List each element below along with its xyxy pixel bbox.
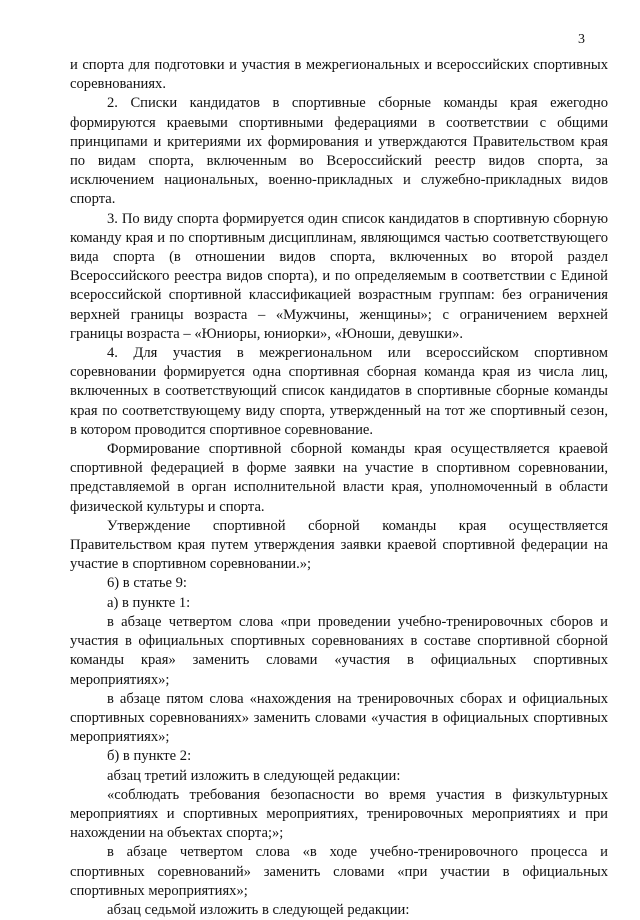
paragraph-abzac-3-heading: абзац третий изложить в следующей редакции: <box>107 767 401 784</box>
document-body <box>70 56 608 920</box>
paragraph-article-9: 6) в статье 9: <box>107 575 187 592</box>
page-number: 3 <box>578 32 585 47</box>
paragraph-continuation: и спорта для подготовки и участия в межрегиональных и всероссийских спортивных соревнованиях. <box>70 57 608 93</box>
paragraph-team-formation: Формирование спортивной сборной команды края осуществляется краевой спортивной федерацией в форме заявки на участие в спортивном соревновании, представляемой в орган исполнительной власти края, уполномоченный в области физической культуры и спорта. <box>70 441 608 515</box>
paragraph-abzac-4-clause-2: в абзаце четвертом слова «в ходе учебно-тренировочного процесса и спортивных соревнований» заменить словами «при участии в официальных спортивных мероприятиях»; <box>70 844 608 899</box>
paragraph-team-approval: Утверждение спортивной сборной команды края осуществляется Правительством края путем утверждения заявки краевой спортивной федерации на участие в спортивном соревновании.»; <box>70 517 608 573</box>
paragraph-item-3: 3. По виду спорта формируется один список кандидатов в спортивную сборную команду края и по спортивным дисциплинам, являющимся частью соответствующего вида спорта (в отношении видов спорта, включенных во второй раздел Всероссийского реестра видов спорта), и по определяемым в соответствии с Единой всероссийской спортивной классификацией возрастным группам: без ограничения верхней границы возраста – «Мужчины, женщины»; с ограничением верхней границы возраста – «Юниоры, юниорки», «Юноши, девушки». <box>70 210 608 342</box>
paragraph-abzac-5: в абзаце пятом слова «нахождения на тренировочных сборах и официальных спортивных соревнованиях» заменить словами «участия в официальных спортивных мероприятиях»; <box>70 690 608 746</box>
paragraph-item-2: 2. Списки кандидатов в спортивные сборные команды края ежегодно формируются краевыми спортивными федерациями в соответствии с общими принципами и критериями их формирования и утверждаются Правительством края по видам спорта, включенным во Всероссийский реестр видов спорта, за исключением национальных, военно-прикладных и служебно-прикладных видов спорта. <box>70 95 608 208</box>
paragraph-item-4: 4. Для участия в межрегиональном или всероссийском спортивном соревновании формируется одна спортивная сборная команда края из числа лиц, включенных в соответствующий список кандидатов в спортивные сборные команды края по соответствующему виду спорта, утвержденный на тот же спортивный сезон, в котором проводится спортивное соревнование. <box>70 345 608 438</box>
paragraph-abzac-4: в абзаце четвертом слова «при проведении учебно-тренировочных сборов и участия в официальных спортивных соревнованиях в составе спортивной сборной команды края» заменить словами «участия в официальных спортивных мероприятиях»; <box>70 613 608 688</box>
paragraph-safety-quote: «соблюдать требования безопасности во время участия в физкультурных мероприятиях и спортивных мероприятиях, тренировочных мероприятиях и при нахождении на объектах спорта;»; <box>70 786 608 842</box>
paragraph-clause-2: б) в пункте 2: <box>107 748 192 765</box>
paragraph-abzac-7-heading: абзац седьмой изложить в следующей редакции: <box>107 901 410 918</box>
paragraph-clause-1: а) в пункте 1: <box>107 594 191 611</box>
